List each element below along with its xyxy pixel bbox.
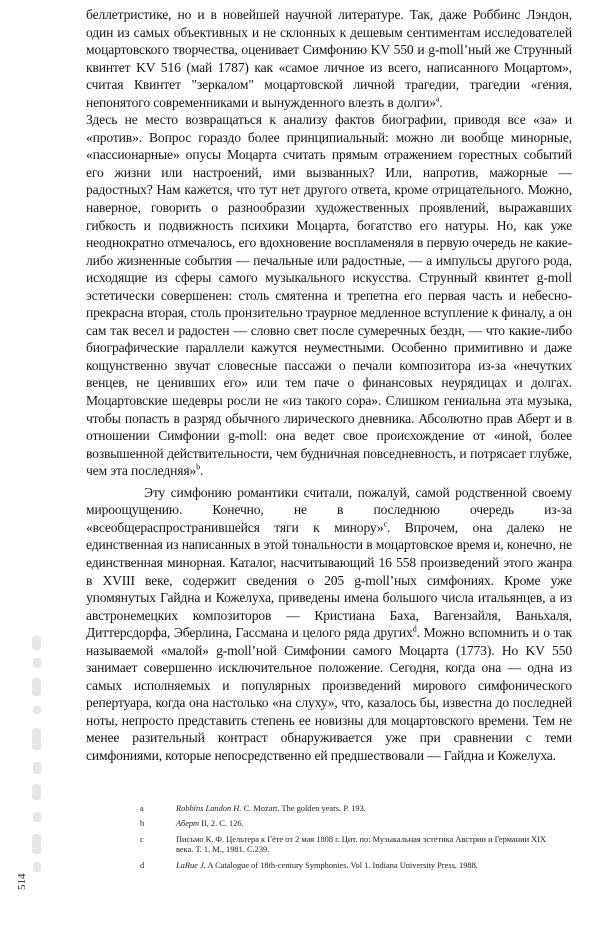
binding-stamp-glyphs bbox=[32, 636, 41, 872]
footnote-mark: c bbox=[140, 834, 144, 844]
page-number: 514 bbox=[16, 873, 28, 890]
footnote-mark: a bbox=[140, 804, 144, 813]
footnote-mark: d bbox=[140, 860, 145, 870]
footnote-author: Аберт bbox=[176, 819, 200, 829]
footnote-ref-a: a bbox=[435, 94, 440, 104]
footnote-ref-c: c bbox=[383, 519, 387, 529]
footnote-text: A Catalogue of 18th-century Symphonies. Vol 1. Indiana University Press, 1988. bbox=[205, 860, 478, 870]
body-text bbox=[86, 6, 572, 765]
footnote-text: II, 2. С. 126. bbox=[199, 819, 244, 829]
footnote-mark: b bbox=[140, 819, 145, 829]
footnote bbox=[140, 861, 560, 871]
footnote-text: Письмо К. Ф. Цельтера к Гёте от 2 мая 1808 г. Цит. по: Музыкальная эстетика Австрии и Германии XIX века. Т. 1. М., 1981. С.239. bbox=[176, 834, 547, 855]
footnote-author: Robbins Landon H. C. bbox=[176, 804, 252, 813]
paragraph-1: беллетристике, но и в новейшей научной литературе. Так, даже Роббинс Лэндон, один из самых объективных и не склонных к дешевым сентиментам исследователей моцартовского творчества, оценивает Симфонию KV 550 и g-moll’ный же Струнный квинтет KV 516 (май 1787) как «самое личное из всего, написанного Моцартом», считая Квинтет "зеркалом" моцартовской личной трагедии, трагедии «гения, непонятого современниками и вынужденного влезть в долги»$^a$. bbox=[86, 7, 572, 110]
footnote bbox=[140, 835, 560, 856]
footnote-text: Mozart. The golden years. P. 193. bbox=[251, 804, 366, 813]
footnote-ref-b: b bbox=[196, 462, 200, 472]
footnote bbox=[140, 804, 560, 814]
footnote bbox=[140, 819, 560, 829]
paragraph-2: Здесь не место возвращаться к анализу фактов биографии, приводя все «за» и «против». Вопрос гораздо более принципиальный: можно ли вообще минорные, «пассионарные» опусы Моцарта считать прямым отражением горестных событий его жизни или настроений, ими вызванных? Или, напротив, мажорные — радостных? Нам кажется, что тут нет другого ответа, кроме отрицательного. Можно, наверное, говорить о разнообразии художественных проявлений, выражавших гибкость и подвижность психики Моцарта, богатство его натуры. Но, как уже неоднократно отмечалось, его вдохновение воспламеняля в первую очередь не какие-либо жизненные события — печальные или радостные, — а импульсы другого рода, исходящие из сферы самого музыкального искусства. Струнный квинтет g-moll эстетически совершенен: столь смятенна и трепетна его первая часть и небесно-прекрасна вторая, столь пронзительно траурное медленное вступление к финалу, а он сам так весел и радостен — словно свет после сумеречных бездн, — что какие-либо биографические параллели кажутся неуместными. Особенно примитивно и даже кощунственно звучат словесные пассажи о печали композитора из-за «нечутких венцев, не ценивших его» или тем паче о финансовых неурядицах и долгах. Моцартовские шедевры росли не «из такого сора». Слишком гениальна эта музыка, чтобы попасть в разряд обычного лирического дневника. Абсолютно прав Аберт и в отношении Симфонии g-moll: она ведет свое происхождение от «иной, более возвышенной действительности, чем будничная повседневность, и потрясает глубже, чем эта последняя»$^b$. bbox=[86, 112, 572, 479]
footnote-ref-d: d bbox=[412, 624, 417, 634]
paragraph-3: Эту симфонию романтики считали, пожалуй, самой родственной своему мироощущению. Конечно, не в последнюю очередь из-за «всеобщераспространившейся тяги к минору»$^c$. Впрочем, она далеко не единственная из написанных в этой тональности в моцартовское время и, конечно, не единственная минорная. Каталог, насчитывающий 16 558 произведений этого жанра в XVIII веке, содержит сведения о 205 g-moll’ных симфониях. Кроме уже упомянутых Гайдна и Кожелуха, приведены имена большого числа итальянцев, а из австронемецких композиторов — Кристиана Баха, Вагензайля, Ваньхаля, Диттерсдорфа, Эберлина, Гассмана и целого ряда других$^d$. Можно вспомнить и о так называемой «малой» g-moll’ной Симфонии самого Моцарта (1773). Но KV 550 занимает совершенно исключительное положение. Сегодня, когда она — одна из самых исполняемых и популярных произведений мирового симфонического репертуара, когда она настолько «на слуху», что, казалось бы, известна до последней ноты, непросто представить степень ее новизны для моцартовского времени. Тем не менее разительный контраст обнаруживается уже при сравнении с теми симфониями, которые непосредственно ей предшествовали — Гайдна и Кожелуха. bbox=[86, 484, 573, 763]
footnote-author: LaRue J. bbox=[176, 860, 206, 870]
footnotes bbox=[140, 804, 560, 876]
binding-stamp-marks bbox=[30, 632, 44, 878]
